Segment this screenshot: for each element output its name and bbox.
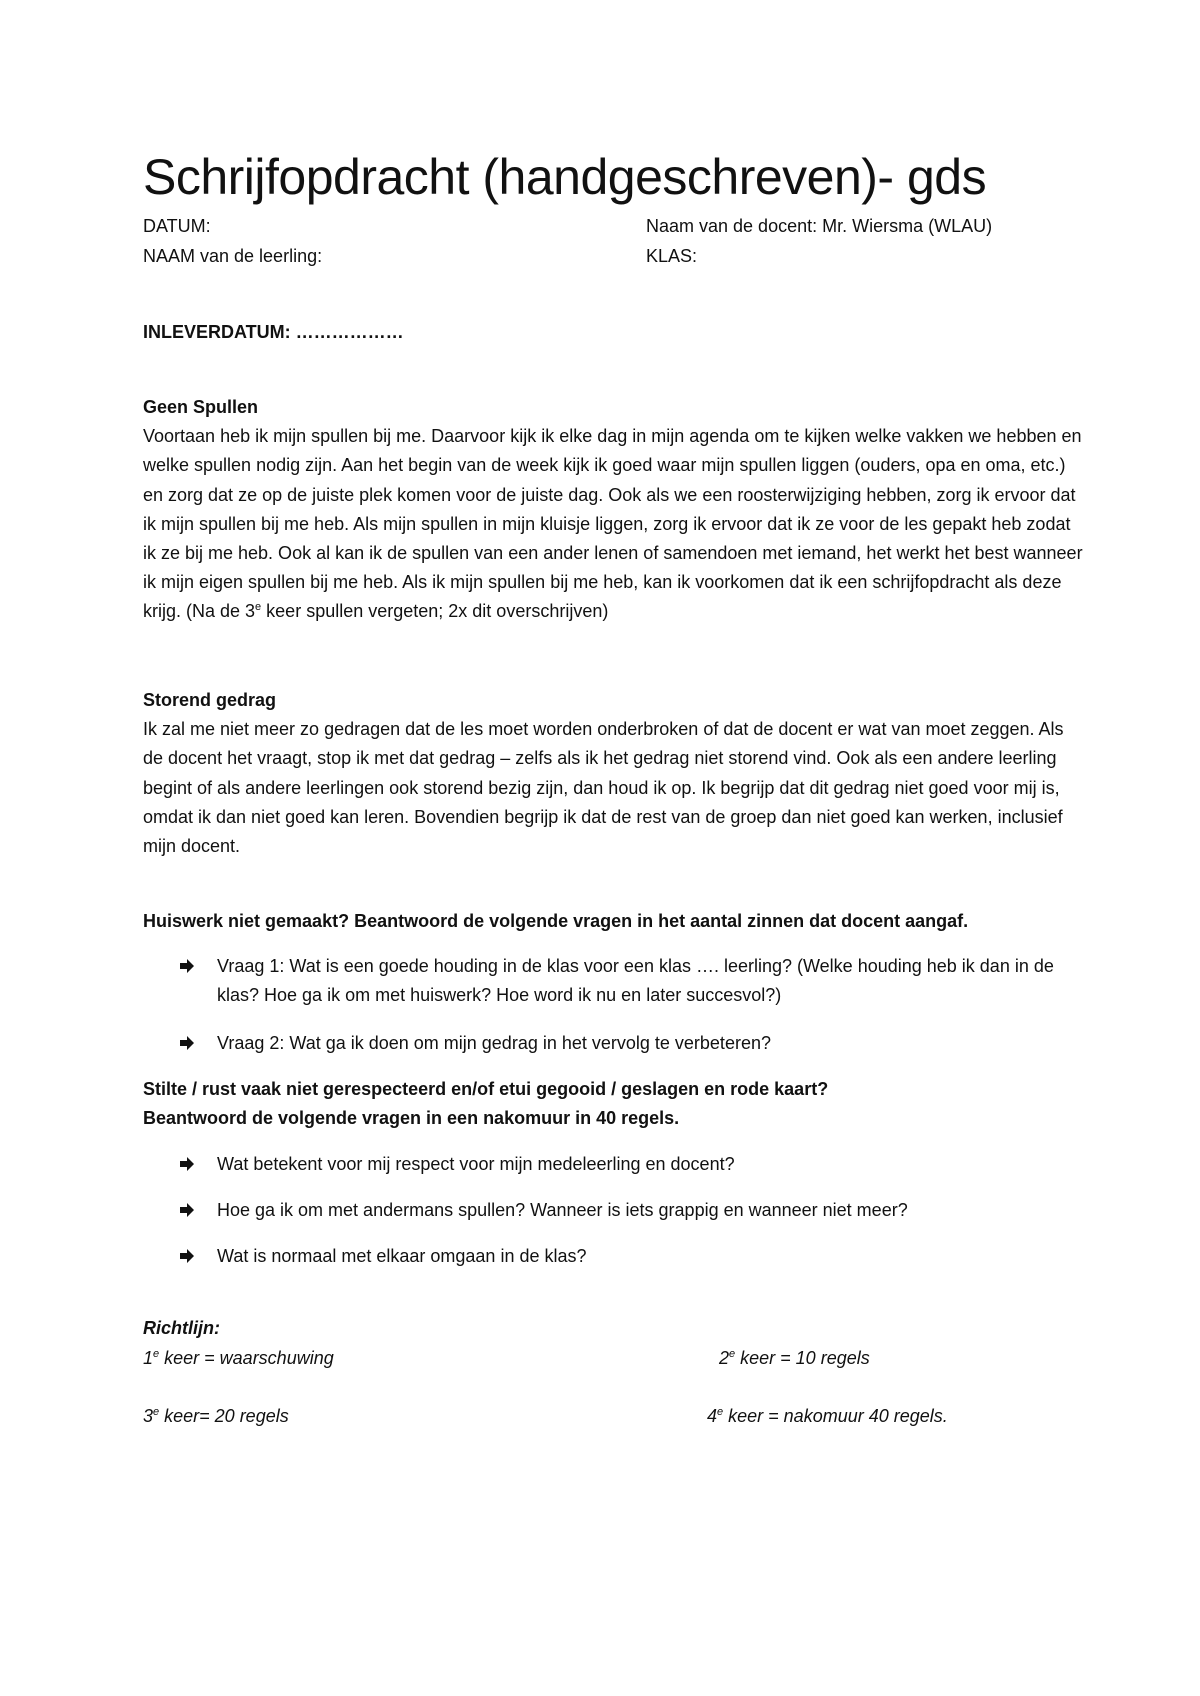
naam-leerling-label: NAAM van de leerling: [143, 246, 323, 266]
richtlijn-heading: Richtlijn: [143, 1318, 220, 1338]
section-heading-huiswerk: Huiswerk niet gemaakt? Beantwoord de volgende vragen in het aantal zinnen dat docent aangaf. [143, 911, 969, 931]
list-item: Hoe ga ik om met andermans spullen? Wanneer is iets grappig en wanneer niet meer? [180, 1196, 1060, 1225]
list-item: Wat is normaal met elkaar omgaan in de klas? [180, 1242, 1060, 1271]
richtlijn-item: 1e keer = waarschuwing [143, 1348, 334, 1368]
richtlijn-item: 3e keer= 20 regels [143, 1406, 289, 1426]
section-body-storend-gedrag: Ik zal me niet meer zo gedragen dat de les moet worden onderbroken of dat de docent er wat van moet zeggen. Als de docent het vraagt, stop ik met dat gedrag – zelfs als ik het gedrag niet storend vind. Ook als een andere leerling begint of als andere leerlingen ook storend bezig zijn, dan houd ik op. Ik begrijp dat dit gedrag niet goed voor mij is, omdat ik dan niet goed kan leren. Bovendien begrijp ik dat de rest van de groep dan niet goed kan werken, inclusief mijn docent. [143, 719, 1064, 857]
section-huiswerk [143, 907, 1083, 936]
richtlijn-item: 2e keer = 10 regels [719, 1348, 870, 1368]
arrow-bullet-icon [180, 1249, 194, 1263]
section-geen-spullen [143, 393, 1083, 627]
list-item: Vraag 2: Wat ga ik doen om mijn gedrag in het vervolg te verbeteren? [180, 1029, 1060, 1058]
arrow-bullet-icon [180, 1036, 194, 1050]
arrow-bullet-icon [180, 1203, 194, 1217]
section-heading-geen-spullen: Geen Spullen [143, 397, 259, 417]
section-storend-gedrag [143, 686, 1083, 861]
richtlijn-item: 4e keer = nakomuur 40 regels. [707, 1406, 948, 1426]
section-heading-stilte-line2: Beantwoord de volgende vragen in een nakomuur in 40 regels. [143, 1108, 680, 1129]
section-body-geen-spullen: Voortaan heb ik mijn spullen bij me. Daarvoor kijk ik elke dag in mijn agenda om te kijken welke vakken we hebben en welke spullen nodig zijn. Aan het begin van de week kijk ik goed waar mijn spullen liggen (ouders, opa en oma, etc.) en zorg dat ze op de juiste plek komen voor de juiste dag. Ook als we een roosterwijziging hebben, zorg ik ervoor dat ik mijn spullen bij me heb. Als mijn spullen in mijn kluisje liggen, zorg ik ervoor dat ik ze voor de les gepakt heb zodat ik ze bij me heb. Ook al kan ik de spullen van een ander lenen of samendoen met iemand, het werkt het best wanneer ik mijn eigen spullen bij me heb. Als ik mijn spullen bij me heb, kan ik voorkomen dat ik een schrijfopdracht als deze krijg. (Na de 3e keer spullen vergeten; 2x dit overschrijven) [143, 426, 1083, 622]
section-heading-storend-gedrag: Storend gedrag [143, 690, 277, 710]
page-title: Schrijfopdracht (handgeschreven)- gds [143, 149, 987, 205]
arrow-bullet-icon [180, 959, 194, 973]
list-item: Wat betekent voor mij respect voor mijn medeleerling en docent? [180, 1150, 1060, 1179]
list-item: Vraag 1: Wat is een goede houding in de klas voor een klas …. leerling? (Welke houding heb ik dan in de klas? Hoe ga ik om met huiswerk? Hoe word ik nu en later succesvol?) [180, 952, 1060, 1010]
inleverdatum: INLEVERDATUM: ……………… [143, 322, 404, 342]
section-heading-stilte-line1: Stilte / rust vaak niet gerespecteerd en/of etui gegooid / geslagen en rode kaart? [143, 1079, 829, 1099]
section-stilte [143, 1075, 1083, 1133]
arrow-bullet-icon [180, 1157, 194, 1171]
datum-label: DATUM: [143, 216, 211, 236]
docent-label: Naam van de docent: Mr. Wiersma (WLAU) [646, 216, 993, 236]
klas-label: KLAS: [646, 246, 698, 266]
